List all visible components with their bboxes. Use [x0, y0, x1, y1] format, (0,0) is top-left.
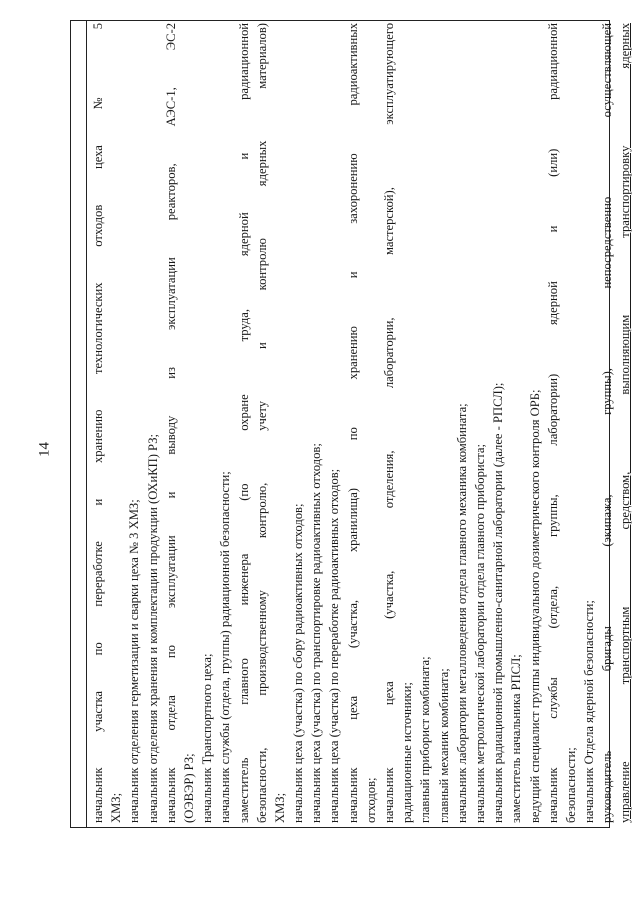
text-line: ведущий специалист группы индивидуального дозиметрического контроля ОРБ;: [527, 389, 542, 823]
text-line: начальник лаборатории металловедения отдела главного механика комбината;: [454, 403, 469, 823]
text-line: главный механик комбината;: [436, 668, 451, 823]
text-line: начальник отделения хранения и комплектации продукции (ОХиКП) РЗ;: [145, 433, 160, 823]
text-line: управление транспортным средством, выполняющим транспортировку ядерных: [618, 23, 633, 823]
text-line: начальник метрологической лаборатории отдела главного прибориста;: [472, 444, 487, 823]
text-line: начальник Транспортного цеха;: [200, 653, 215, 823]
text-line: начальник отдела по эксплуатации и выводу из эксплуатации реакторов, АЭС-1, ЭС-2: [163, 23, 178, 823]
text-line: начальник радиационной промышленно-санитарной лаборатории (далее - РПСЛ);: [491, 382, 506, 823]
text-line: начальник цеха (участка) по переработке радиоактивных отходов;: [327, 468, 342, 823]
page-number: 14: [36, 442, 53, 457]
text-line: начальник отделения герметизации и сварки цеха № 3 ХМЗ;: [127, 499, 142, 823]
text-line: начальник цеха (участка, отделения, лаборатории, мастерской), эксплуатирующего: [382, 23, 396, 823]
text-line: ХМЗ;: [109, 792, 124, 823]
text-line: заместитель начальника РПСЛ;: [509, 654, 524, 823]
text-line: радиационные источники;: [400, 682, 415, 823]
text-line: начальник службы (отдела, группы, лаборатории) ядерной и (или) радиационной: [545, 23, 560, 823]
text-line: начальник цеха (участка) по транспортировке радиоактивных отходов;: [309, 443, 324, 823]
text-line: начальник Отдела ядерной безопасности;: [582, 600, 597, 823]
text-line: заместитель главного инженера (по охране труда, ядерной и радиационной: [236, 23, 251, 823]
text-line: (ОЭВЭР) РЗ;: [181, 753, 196, 823]
table-column-divider: [86, 20, 87, 828]
text-line: руководитель бригады (экипажа, группы), непосредственно осуществляющей: [600, 23, 615, 823]
text-line: безопасности, производственному контролю, учету и контролю ядерных материалов): [254, 23, 269, 823]
text-line: отходов;: [363, 777, 378, 823]
text-line: главный приборист комбината;: [418, 656, 433, 823]
rotated-text-cell: [89, 23, 633, 823]
text-line: начальник цеха (участка) по сбору радиоактивных отходов;: [291, 503, 306, 823]
text-line: начальник службы (отдела, группы) радиационной безопасности;: [218, 471, 233, 823]
text-line: начальник участка по переработке и хранению технологических отходов цеха № 5: [91, 23, 105, 823]
text-line: начальник цеха (участка, хранилища) по хранению и захоронению радиоактивных: [345, 23, 360, 823]
text-line: ХМЗ;: [272, 792, 287, 823]
text-line: безопасности;: [563, 747, 578, 823]
